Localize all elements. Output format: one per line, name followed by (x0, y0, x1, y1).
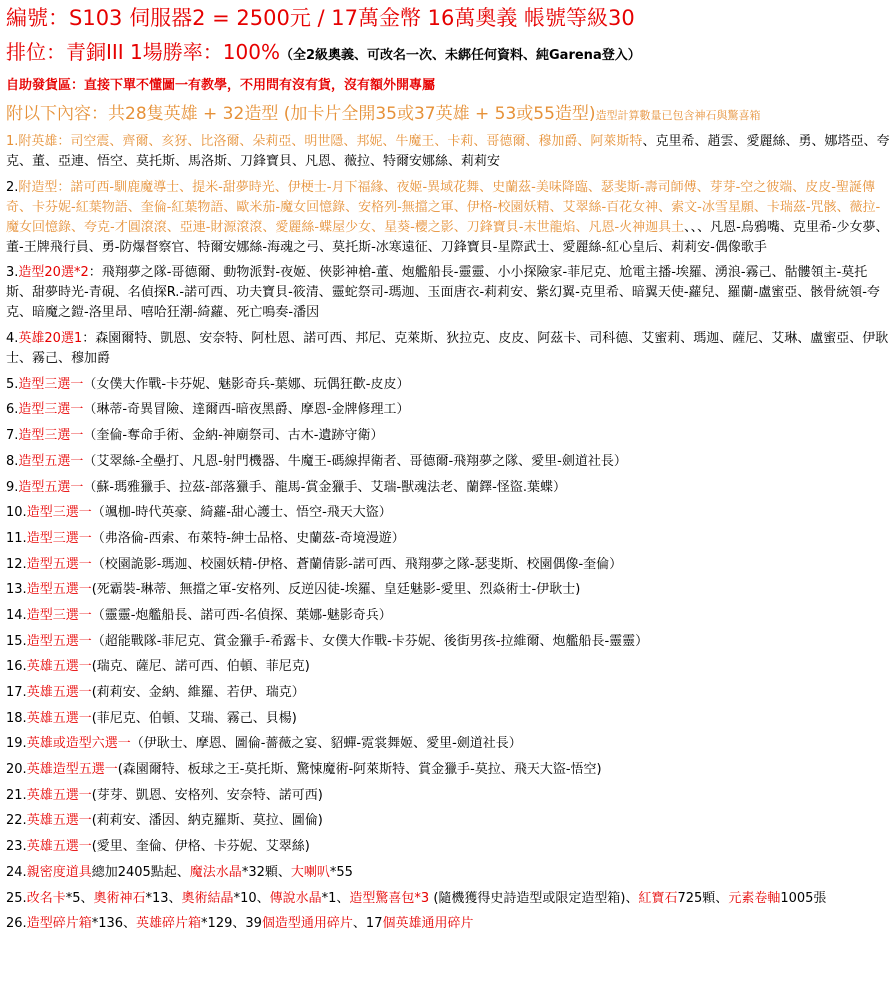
section-number: 21. (6, 787, 27, 803)
list-item (6, 786, 890, 806)
section-content: （琳蒂-奇異冒險、達爾西-暗夜黑爵、摩恩-金牌修理工） (83, 402, 410, 418)
list-item (6, 452, 890, 472)
section-label: 附造型： (18, 179, 71, 195)
list-item (6, 478, 890, 498)
section-label: 造型三選一 (18, 376, 84, 392)
list-item (6, 657, 890, 677)
section-content: (瑞克、薩尼、諾可西、伯頓、菲尼克) (91, 659, 310, 675)
rename-card-amount: *5、 (65, 890, 94, 906)
section-content: (愛里、奎倫、伊格、卡芬妮、艾翠絲) (91, 839, 310, 855)
rank-notes: （全2級奧義、可改名一次、未綁任何資料、純Garena登入） (279, 48, 641, 63)
skin-surprise-note: (隨機獲得史詩造型或限定造型箱)、 (429, 890, 639, 906)
section-number: 26. (6, 916, 27, 932)
section-number: 9. (6, 479, 19, 495)
list-item (6, 580, 890, 600)
section-label: 英雄五選一 (26, 813, 92, 829)
section-number: 18. (6, 710, 27, 726)
section-number: 13. (6, 582, 27, 598)
section-label: 造型三選一 (26, 607, 92, 623)
section-number: 15. (6, 633, 27, 649)
section-number: 8. (6, 453, 19, 469)
list-item (6, 375, 890, 395)
intimacy-amount: 總加2405點起、 (91, 864, 190, 880)
highlighted-heroes: 司空震、齊爾、亥犽、比洛爾、朵莉亞、明世隱、邦妮、牛魔王、卡莉、哥德爾、穆加爵、阿萊斯特 (70, 134, 643, 149)
arcana-stone: 奧術神石 (93, 890, 146, 906)
item-list (6, 132, 890, 934)
section-hero-pick-20 (6, 329, 890, 369)
section-content: （靈靈-炮艦船長、諾可西-名偵探、葉娜-魅影奇兵） (91, 607, 392, 623)
section-number: 19. (6, 736, 27, 752)
section-content: ：森園爾特、凱恩、安奈特、阿杜恩、諾可西、邦尼、克萊斯、狄拉克、皮皮、阿茲卡、司科德、艾蜜莉、瑪迦、薩尼、艾琳、盧蜜亞、伊耿士、霧己、穆加爵 (6, 331, 889, 367)
section-number: 24. (6, 864, 27, 880)
list-item (6, 837, 890, 857)
section-label: 英雄20選1 (18, 331, 83, 347)
ruby-amount: 725顆、 (677, 890, 729, 906)
section-content: （奎倫-奪命手術、金納-神廟祭司、古木-遺跡守衛） (83, 428, 384, 444)
section-number: 12. (6, 556, 27, 572)
section-number: 2. (6, 179, 19, 195)
hero-fragment-box-amount: *129、39 (201, 916, 262, 932)
skin-fragment-box-amount: *136、 (91, 916, 137, 932)
other-skins: 、、、凡恩-烏鴉嘴、克里希-少女夢、董-王牌飛行員、勇-防爆督察官、特爾安娜絲-海魂之弓、莫托斯-冰寒遠征、刀鋒寶貝-星際武士、愛麗絲-紅心皇后、莉莉安-偶像歌手 (6, 219, 889, 255)
section-label: 附英雄： (18, 134, 71, 149)
section-number: 6. (6, 402, 19, 418)
section-number: 25. (6, 890, 27, 906)
megaphone: 大喇叭 (290, 864, 330, 880)
section-label: 造型三選一 (26, 530, 92, 546)
list-item (6, 529, 890, 549)
section-content: (莉莉安、潘因、納克羅斯、莫拉、圖倫) (91, 813, 323, 829)
section-content: (芽芽、凱恩、安格列、安奈特、諾可西) (91, 787, 323, 803)
intimacy-items: 親密度道具 (26, 864, 92, 880)
contents-summary-note: 造型計算數量已包含神石與驚喜箱 (595, 109, 761, 122)
magic-crystal-amount: *32顆、 (241, 864, 291, 880)
section-content: （艾翠絲-全壘打、凡恩-射門機器、牛魔王-碼線捍衛者、哥德爾-飛翔夢之隊、愛里-劍道社長） (83, 453, 627, 469)
rank-main: 排位：青銅III 1場勝率：100% (6, 40, 280, 64)
section-skin-pick-20 (6, 263, 890, 323)
section-label: 造型三選一 (26, 505, 92, 521)
megaphone-amount: *55 (329, 864, 353, 880)
section-number: 16. (6, 659, 27, 675)
list-item (6, 734, 890, 754)
element-scroll-amount: 1005張 (780, 890, 827, 906)
section-content: （蘇-瑪雅獵手、拉茲-部落獵手、龍馬-賞金獵手、艾瑞-獸魂法老、蘭鐸-怪盜.葉蝶） (83, 479, 567, 495)
list-item (6, 811, 890, 831)
section-content: （超能戰隊-菲尼克、賞金獵手-希露卡、女僕大作戰-卡芬妮、後街男孩-拉維爾、炮艦船長-靈靈） (91, 633, 649, 649)
section-content: （女僕大作戰-卡芬妮、魅影奇兵-葉娜、玩偶狂歡-皮皮） (83, 376, 410, 392)
section-content: (森園爾特、板球之王-莫托斯、驚悚魔術-阿萊斯特、賞金獵手-莫拉、飛天大盜-悟空) (117, 762, 602, 778)
section-label: 英雄五選一 (26, 685, 92, 700)
section-skins (6, 178, 890, 258)
section-number: 5. (6, 376, 19, 392)
skin-generic-fragments: 個造型通用碎片 (261, 916, 353, 932)
list-item (6, 426, 890, 446)
section-label: 英雄造型五選一 (26, 762, 118, 778)
section-number: 1. (6, 134, 19, 149)
skin-surprise-pack: 造型驚喜包*3 (349, 890, 430, 906)
section-label: 造型三選一 (18, 428, 84, 444)
section-label: 造型五選一 (18, 479, 84, 495)
skin-fragment-box: 造型碎片箱 (26, 916, 92, 932)
section-content: （弗洛倫-西索、布萊特-紳士品格、史蘭茲-奇境漫遊） (91, 530, 405, 546)
legend-crystal-amount: *1、 (321, 890, 350, 906)
hero-generic-fragments: 個英雄通用碎片 (382, 916, 474, 932)
section-number: 10. (6, 505, 27, 521)
list-item (6, 760, 890, 780)
list-item (6, 709, 890, 729)
section-label: 造型五選一 (26, 556, 92, 572)
list-item (6, 683, 890, 703)
section-content: (菲尼克、伯頓、艾瑞、霧己、貝楊) (91, 710, 297, 726)
section-number: 20. (6, 762, 27, 778)
section-number: 7. (6, 428, 19, 444)
arcana-crystal-amount: *10、 (233, 890, 270, 906)
other-heroes: 、克里希、趙雲、愛麗絲、勇、娜塔亞、夸克、董、亞連、悟空、莫托斯、馬洛斯、刀鋒寶貝、凡恩、薇拉、特爾安娜絲、莉莉安 (6, 134, 890, 169)
section-content: ：飛翔夢之隊-哥德爾、動物派對-夜姬、俠影神槍-董、炮艦船長-靈靈、小小探險家-菲尼克、尬電主播-埃羅、湧浪-霧己、骷髏領主-莫托斯、甜夢時光-青硯、名偵探R.-諾可西、功夫寶貝-筱清、靈蛇祭司-瑪迦、玉面唐衣-莉莉安、紫幻翼-克里希、暗翼天使-蘿兒、羅蘭-盧蜜亞、骸骨統領-夸克、暗魔之鎧-洛里昂、嘻哈狂潮-綺蘿、死亡鳴奏-潘因 (6, 265, 880, 321)
section-content: (莉莉安、金納、維羅、若伊、瑞克） (91, 685, 305, 700)
section-label: 英雄五選一 (26, 787, 92, 803)
section-number: 23. (6, 839, 27, 855)
section-items-26 (6, 914, 890, 934)
list-item (6, 632, 890, 652)
section-items-25 (6, 889, 890, 909)
list-item (6, 400, 890, 420)
rank-line (6, 38, 890, 70)
section-heroes (6, 132, 890, 172)
section-label: 造型五選一 (26, 633, 92, 649)
ruby: 紅寶石 (638, 890, 678, 906)
list-item (6, 606, 890, 626)
section-label: 英雄五選一 (26, 659, 92, 675)
section-items-24 (6, 863, 890, 883)
section-content: （校園詭影-瑪迦、校園妖精-伊格、蒼蘭倩影-諾可西、飛翔夢之隊-瑟斐斯、校園偶像-奎倫） (91, 556, 623, 572)
legend-crystal: 傳說水晶 (269, 890, 322, 906)
section-number: 3. (6, 265, 19, 281)
hero-generic-fragment-amount: 、17 (352, 916, 383, 932)
section-label: 造型五選一 (26, 582, 92, 598)
contents-summary-main: 附以下內容：共28隻英雄 + 32造型 (加卡片全開35或37英雄 + 53或55造型) (6, 104, 596, 124)
section-label: 英雄或造型六選一 (26, 736, 131, 752)
section-number: 22. (6, 813, 27, 829)
arcana-crystal: 奧術結晶 (181, 890, 234, 906)
magic-crystal: 魔法水晶 (189, 864, 242, 880)
hero-fragment-box: 英雄碎片箱 (136, 916, 202, 932)
section-content: （伊耿士、摩恩、圖倫-薔薇之宴、貂蟬-霓裳舞姬、愛里-劍道社長） (130, 736, 522, 752)
rename-card: 改名卡 (26, 890, 66, 906)
section-label: 英雄五選一 (26, 839, 92, 855)
section-label: 造型五選一 (18, 453, 84, 469)
arcana-stone-amount: *13、 (145, 890, 182, 906)
auto-delivery-notice: 自助發貨區：直接下單不懂圖一有教學，不用問有沒有貨，沒有額外開專屬 (6, 78, 436, 93)
list-item (6, 555, 890, 575)
section-content: (死霸裝-琳蒂、無擋之軍-安格列、反逆囚徒-埃羅、皇廷魅影-愛里、烈焱術士-伊耿士) (91, 582, 581, 598)
account-price-line: 編號：S103 伺服器2 = 2500元 / 17萬金幣 16萬奧義 帳號等級30 (6, 6, 635, 30)
section-number: 17. (6, 685, 27, 700)
element-scroll: 元素卷軸 (728, 890, 781, 906)
section-label: 造型三選一 (18, 402, 84, 418)
section-number: 4. (6, 331, 19, 347)
section-label: 造型20選*2 (18, 265, 89, 281)
contents-summary (6, 101, 890, 129)
section-content: （颯枷-時代英豪、綺蘿-甜心護士、悟空-飛天大盜） (91, 505, 392, 521)
section-label: 英雄五選一 (26, 710, 92, 726)
list-item (6, 503, 890, 523)
section-number: 11. (6, 530, 27, 546)
section-number: 14. (6, 607, 27, 623)
highlighted-skins: 諾可西-馴鹿魔導士、提米-甜夢時光、伊梗士-月下福緣、夜姬-異域花舞、史蘭茲-美味降臨、瑟斐斯-壽司師傅、芽芽-空之彼端、皮皮-聖誕傳奇、卡芬妮-紅葉物語、奎倫-紅葉物語、歐米茄-魔女回憶錄、安格列-無擋之軍、伊格-校園妖精、艾翠絲-百花女神、索文-冰雪星願、卡瑞茲-咒骸、薇拉-魔女回憶錄、夸克-才圓滾滾、亞連-財源滾滾、愛麗絲-蝶屋少女、星葵-櫻之影、刀鋒寶貝-末世龍焰、凡恩-火神迦具土 (6, 179, 881, 235)
